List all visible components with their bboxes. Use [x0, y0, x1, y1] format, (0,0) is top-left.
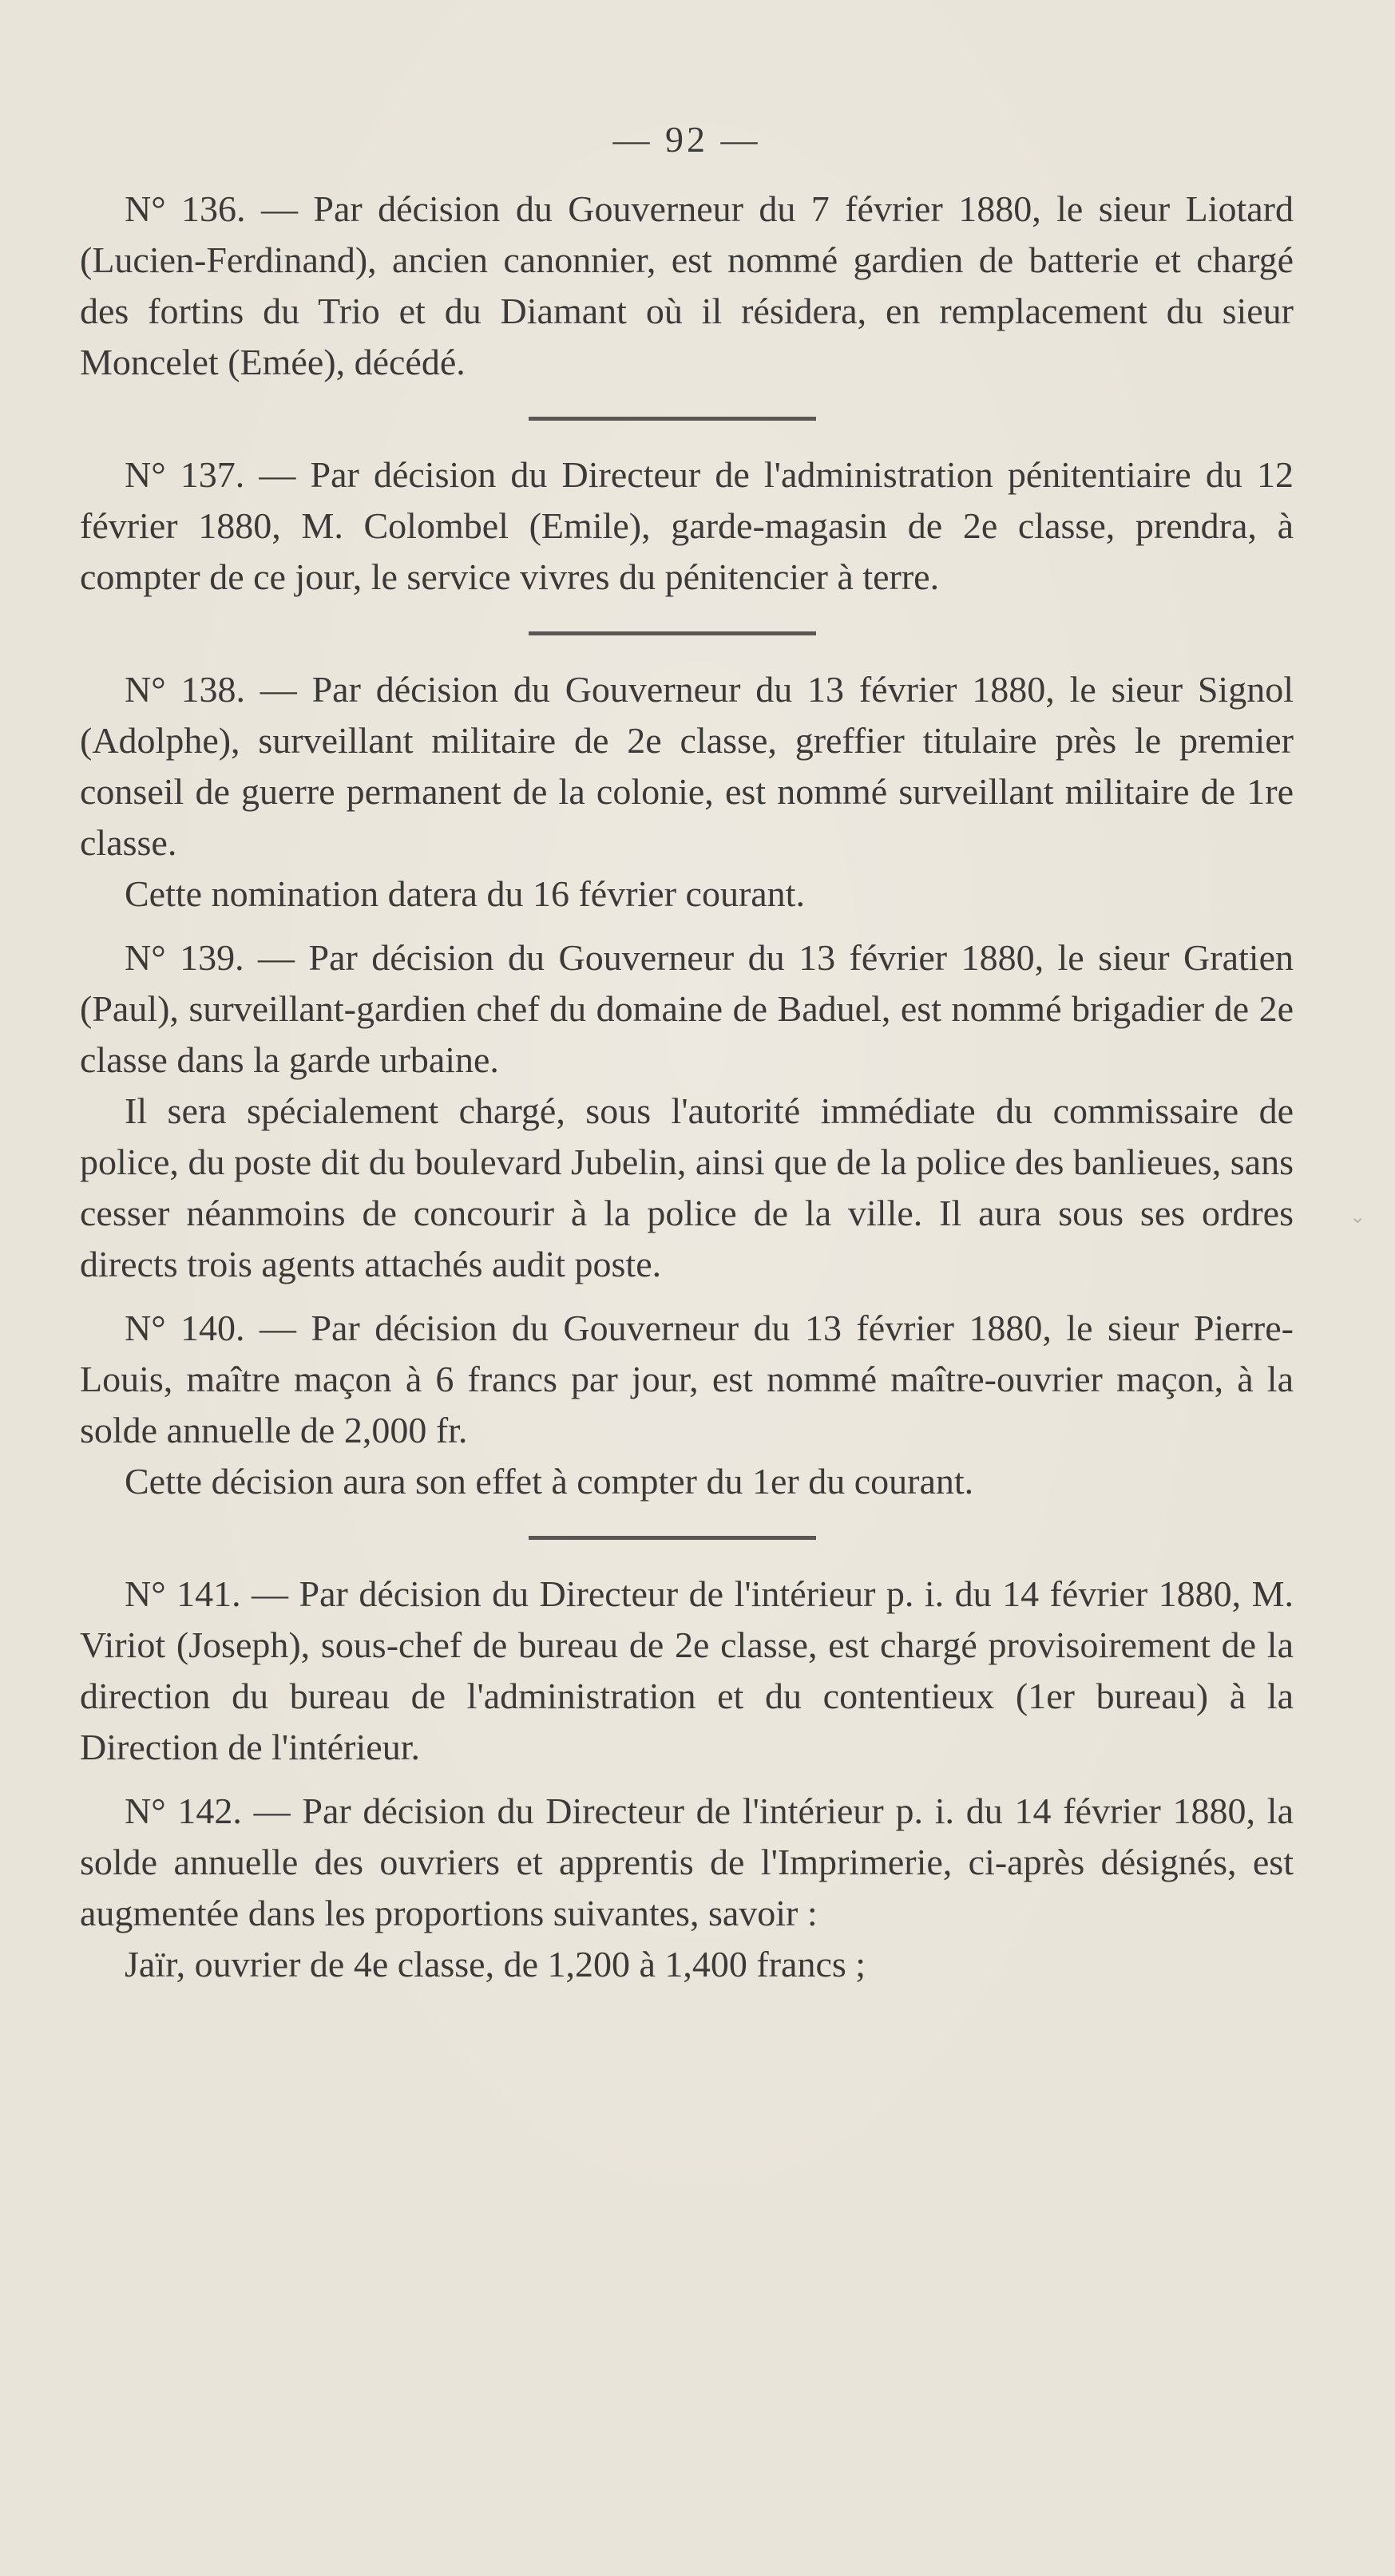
scan-speck-mark: ⌄ [1349, 1207, 1366, 1228]
decision-140-note: Cette décision aura son effet à compter du 1er du courant. [125, 1461, 974, 1502]
decision-139-text: N° 139. — Par décision du Gouverneur du 13 février 1880, le sieur Gratien (Paul), surveillant-gardien chef du domaine de Baduel, est nommé brigadier de 2e classe dans la garde urbaine. [80, 937, 1294, 1080]
page-text-column [80, 104, 1294, 1990]
decision-140 [80, 1303, 1294, 1507]
decision-141-text: N° 141. — Par décision du Directeur de l'intérieur p. i. du 14 février 1880, M. Viriot (Joseph), sous-chef de bureau de 2e classe, est chargé provisoirement de la direction du bureau de l'administration et du contentieux (1er bureau) à la Direction de l'intérieur. [80, 1573, 1294, 1767]
page-number: — 92 — [612, 119, 761, 160]
decision-137-text: N° 137. — Par décision du Directeur de l'administration pénitentiaire du 12 février 1880, M. Colombel (Emile), garde-magasin de 2e classe, prendra, à compter de ce jour, le service vivres du pénitencier à terre. [80, 454, 1294, 597]
decision-138-note: Cette nomination datera du 16 février courant. [125, 873, 805, 914]
decision-142-text: N° 142. — Par décision du Directeur de l'intérieur p. i. du 14 février 1880, la solde annuelle des ouvriers et apprentis de l'Imprimerie, ci-après désignés, est augmentée dans les proportions suivantes, savoir : [80, 1791, 1294, 1933]
decision-136 [80, 184, 1294, 388]
decision-138-text: N° 138. — Par décision du Gouverneur du 13 février 1880, le sieur Signol (Adolphe), surveillant militaire de 2e classe, greffier titulaire près le premier conseil de guerre permanent de la colonie, est nommé surveillant militaire de 1re classe. [80, 669, 1294, 863]
decision-136-text: N° 136. — Par décision du Gouverneur du 7 février 1880, le sieur Liotard (Lucien-Ferdinand), ancien canonnier, est nommé gardien de batterie et chargé des fortins du Trio et du Diamant où il résidera, en remplacement du sieur Moncelet (Emée), décédé. [80, 188, 1294, 382]
decision-140-text: N° 140. — Par décision du Gouverneur du 13 février 1880, le sieur Pierre-Louis, maître maçon à 6 francs par jour, est nommé maître-ouvrier maçon, à la solde annuelle de 2,000 fr. [80, 1308, 1294, 1450]
decision-142-item: Jaïr, ouvrier de 4e classe, de 1,200 à 1,400 francs ; [125, 1944, 866, 1984]
decision-139-note: Il sera spécialement chargé, sous l'autorité immédiate du commissaire de police, du poste dit du boulevard Jubelin, ainsi que de la police des banlieues, sans cesser néanmoins de concourir à la police de la ville. Il aura sous ses ordres directs trois agents attachés audit poste. [80, 1090, 1294, 1284]
decision-142 [80, 1786, 1294, 1990]
decision-138 [80, 664, 1294, 920]
decision-139 [80, 932, 1294, 1290]
decision-137 [80, 449, 1294, 603]
decision-141 [80, 1569, 1294, 1773]
